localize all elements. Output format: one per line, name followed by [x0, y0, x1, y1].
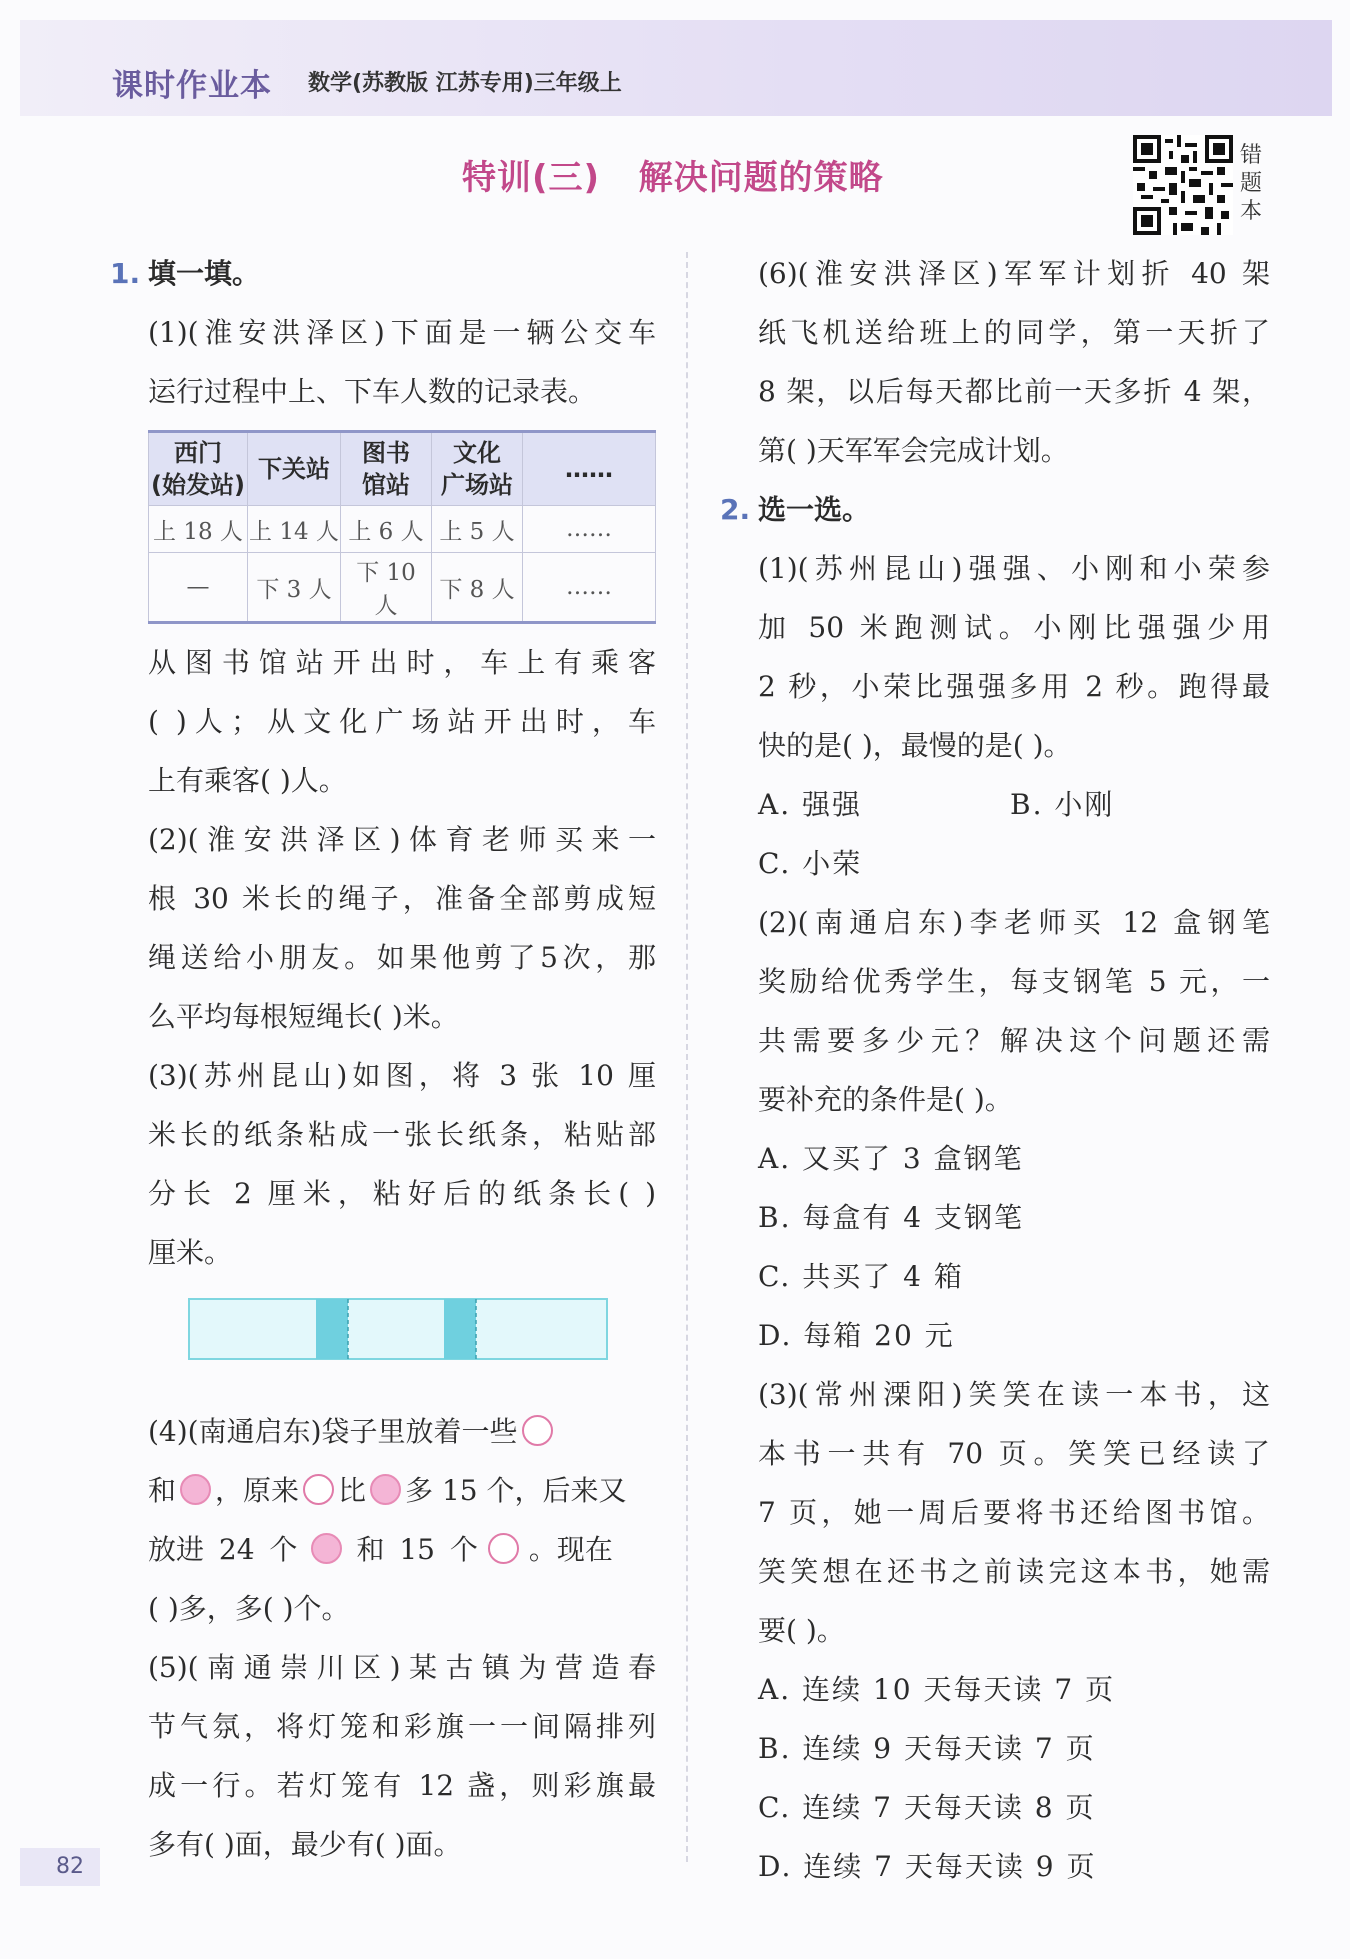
table-row: [149, 506, 656, 553]
table-cell: 上 18 人: [149, 506, 248, 553]
q4-text: 。现在: [528, 1533, 613, 1566]
q6-line: 8 架，以后每天都比前一天多折 4 架，: [758, 375, 1270, 408]
answer-option[interactable]: C. 连续 7 天每天读 8 页: [758, 1791, 1096, 1824]
answer-option[interactable]: A. 连续 10 天每天读 7 页: [758, 1673, 1116, 1706]
s2q3-line: (3)(常州溧阳)笑笑在读一本书，这: [758, 1378, 1270, 1411]
q3-line: (3)(苏州昆山)如图，将 3 张 10 厘: [148, 1059, 656, 1092]
q1-after-line: 从图书馆站开出时，车上有乘客: [148, 646, 656, 679]
s2q1-line: 2 秒，小荣比强强多用 2 秒。跑得最: [758, 670, 1270, 703]
s2q1-line: 加 50 米跑测试。小刚比强强少用: [758, 611, 1270, 644]
s2q2-line: 共需要多少元？解决这个问题还需: [758, 1024, 1270, 1057]
q6-line: 第( )天军军会完成计划。: [758, 434, 1069, 467]
section-1-number: 1.: [110, 257, 141, 290]
table-header: 西门 (始发站): [149, 432, 248, 506]
paper-strip-diagram: [188, 1298, 608, 1360]
q1-line: 运行过程中上、下车人数的记录表。: [148, 375, 597, 408]
answer-option-row: [758, 776, 1270, 835]
q4-text: 放进 24 个: [148, 1533, 298, 1566]
qr-code-icon[interactable]: [1133, 135, 1233, 235]
s2q2-line: (2)(南通启东)李老师买 12 盒钢笔: [758, 906, 1270, 939]
answer-option[interactable]: B. 连续 9 天每天读 7 页: [758, 1732, 1096, 1765]
q4-line: [148, 1521, 656, 1580]
table-row: [149, 553, 656, 623]
table-cell: ……: [523, 553, 656, 623]
table-cell: 上 14 人: [248, 506, 341, 553]
column-divider: [686, 252, 688, 1862]
page-title: 特训(三) 解决问题的策略: [462, 158, 884, 198]
answer-option[interactable]: B. 每盒有 4 支钢笔: [758, 1201, 1024, 1234]
table-cell: 上 5 人: [432, 506, 523, 553]
table-cell: 下 10 人: [341, 553, 432, 623]
s2q1-line: 快的是( )，最慢的是( )。: [758, 729, 1072, 762]
q6-line: 纸飞机送给班上的同学，第一天折了: [758, 316, 1270, 349]
q4-text: 多 15 个，后来又: [405, 1474, 627, 1507]
q4-line: [148, 1462, 656, 1521]
right-column: [720, 245, 1270, 1897]
answer-option[interactable]: C. 小荣: [758, 847, 863, 880]
qr-label: 错题本: [1240, 143, 1263, 224]
section-1-heading: [110, 245, 656, 304]
q4-line: [148, 1403, 656, 1462]
s2q1-line: (1)(苏州昆山)强强、小刚和小荣参: [758, 552, 1270, 585]
q4-text: (4)(南通启东)袋子里放着一些: [148, 1415, 518, 1448]
answer-option[interactable]: D. 每箱 20 元: [758, 1319, 955, 1352]
q3-line: 分长 2 厘米，粘好后的纸条长( ): [148, 1177, 656, 1210]
table-cell: 下 8 人: [432, 553, 523, 623]
table-header: ……: [523, 432, 656, 506]
q6-line: (6)(淮安洪泽区)军军计划折 40 架: [758, 257, 1270, 290]
s2q3-line: 要( )。: [758, 1614, 845, 1647]
hollow-circle-icon: [303, 1474, 334, 1505]
q3-line: 米长的纸条粘成一张长纸条，粘贴部: [148, 1118, 656, 1151]
table-header: 下关站: [248, 432, 341, 506]
q1-line: (1)(淮安洪泽区)下面是一辆公交车: [148, 316, 656, 349]
s2q2-line: 要补充的条件是( )。: [758, 1083, 1013, 1116]
q3-line: 厘米。: [148, 1236, 233, 1269]
filled-circle-icon: [370, 1474, 401, 1505]
q4-text: ，原来: [215, 1474, 300, 1507]
page-number: 82: [20, 1848, 100, 1886]
q5-line: 多有( )面，最少有( )面。: [148, 1828, 462, 1861]
s2q3-line: 7 页，她一周后要将书还给图书馆。: [758, 1496, 1270, 1529]
table-cell: ……: [523, 506, 656, 553]
filled-circle-icon: [180, 1474, 211, 1505]
q5-line: 成一行。若灯笼有 12 盏，则彩旗最: [148, 1769, 656, 1802]
q4-text: 和: [148, 1474, 177, 1507]
answer-option[interactable]: D. 连续 7 天每天读 9 页: [758, 1850, 1097, 1883]
q2-line: 么平均每根短绳长( )米。: [148, 1000, 459, 1033]
table-header: 图书 馆站: [341, 432, 432, 506]
boarding-record-table: [148, 430, 656, 624]
table-header: 文化 广场站: [432, 432, 523, 506]
q4-text: 比: [338, 1474, 367, 1507]
q4-line: ( )多，多( )个。: [148, 1592, 350, 1625]
answer-option[interactable]: A. 强强: [758, 788, 863, 821]
filled-circle-icon: [311, 1533, 342, 1564]
q5-line: (5)(南通崇川区)某古镇为营造春: [148, 1651, 656, 1684]
hollow-circle-icon: [522, 1415, 553, 1446]
table-cell: 上 6 人: [341, 506, 432, 553]
q4-text: 和 15 个: [356, 1533, 478, 1566]
q2-line: 根 30 米长的绳子，准备全部剪成短: [148, 882, 656, 915]
s2q3-line: 本书一共有 70 页。笑笑已经读了: [758, 1437, 1270, 1470]
answer-option[interactable]: B. 小刚: [1010, 788, 1115, 821]
s2q2-line: 奖励给优秀学生，每支钢笔 5 元，一: [758, 965, 1270, 998]
q2-line: 绳送给小朋友。如果他剪了5次，那: [148, 941, 656, 974]
section-1-title: 填一填。: [148, 257, 261, 290]
answer-option[interactable]: A. 又买了 3 盒钢笔: [758, 1142, 1024, 1175]
subject-label: 数学(苏教版 江苏专用)三年级上: [308, 71, 622, 96]
section-2-heading: [720, 481, 1270, 540]
table-cell: 下 3 人: [248, 553, 341, 623]
brand-title: 课时作业本: [112, 68, 272, 104]
table-cell: —: [149, 553, 248, 623]
section-2-title: 选一选。: [758, 493, 871, 526]
left-column: [110, 245, 656, 1875]
hollow-circle-icon: [488, 1533, 519, 1564]
s2q3-line: 笑笑想在还书之前读完这本书，她需: [758, 1555, 1270, 1588]
q2-line: (2)(淮安洪泽区)体育老师买来一: [148, 823, 656, 856]
section-2-number: 2.: [720, 493, 751, 526]
q1-after-line: 上有乘客( )人。: [148, 764, 347, 797]
q5-line: 节气氛，将灯笼和彩旗一一间隔排列: [148, 1710, 656, 1743]
answer-option[interactable]: C. 共买了 4 箱: [758, 1260, 964, 1293]
q1-after-line: ( )人；从文化广场站开出时，车: [148, 705, 656, 738]
